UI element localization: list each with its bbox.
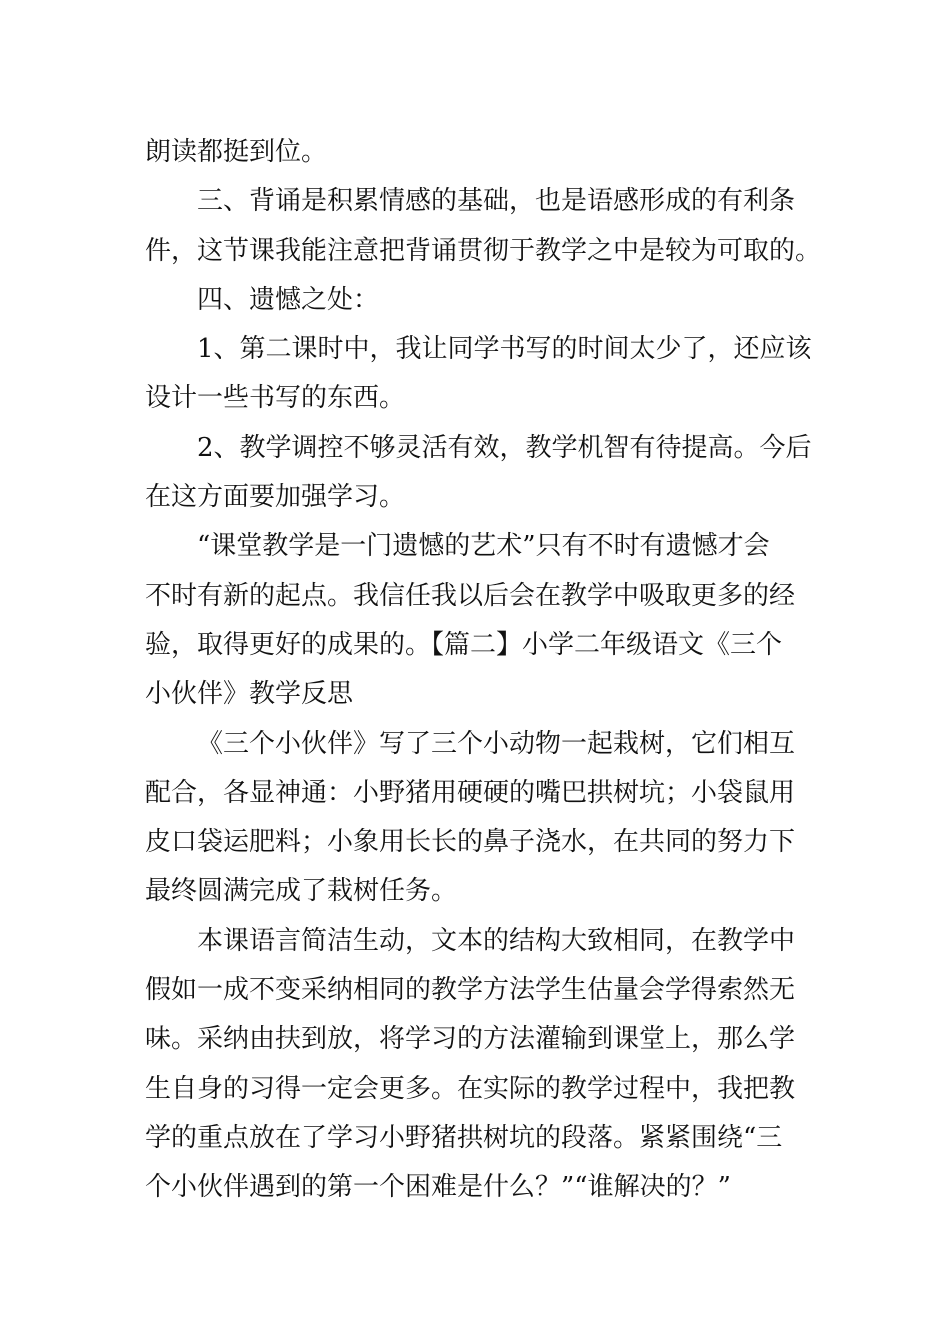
- text-line: 小伙伴》教学反思: [145, 679, 354, 710]
- text-line: 不时有新的起点。我信任我以后会在教学中吸取更多的经: [145, 580, 796, 611]
- text-line: 2、教学调控不够灵活有效，教学机智有待提高。今后: [197, 432, 812, 463]
- text-line: 四、遗憾之处：: [197, 284, 380, 315]
- text-line: 个小伙伴遇到的第一个困难是什么？”“谁解决的？”: [145, 1172, 731, 1203]
- text-line: 最终圆满完成了栽树任务。: [145, 876, 458, 907]
- text-line: 配合，各显神通：小野猪用硬硬的嘴巴拱树坑；小袋鼠用: [145, 777, 796, 808]
- body-text: [145, 128, 822, 1213]
- text-line: 味。采纳由扶到放，将学习的方法灌输到课堂上，那么学: [145, 1024, 796, 1055]
- text-line: 本课语言简洁生动，文本的结构大致相同，在教学中: [197, 925, 796, 956]
- text-line: 在这方面要加强学习。: [145, 482, 406, 513]
- text-line: 1、第二课时中，我让同学书写的时间太少了，还应该: [197, 334, 812, 365]
- text-line: “课堂教学是一门遗憾的艺术”只有不时有遗憾才会: [197, 531, 770, 562]
- text-line: 假如一成不变采纳相同的教学方法学生估量会学得索然无: [145, 975, 796, 1006]
- text-line: 验，取得更好的成果的。【篇二】小学二年级语文《三个: [145, 629, 783, 660]
- text-line: 件，这节课我能注意把背诵贯彻于教学之中是较为可取的。: [145, 235, 822, 266]
- text-line: 朗读都挺到位。: [145, 137, 328, 167]
- text-line: 皮口袋运肥料；小象用长长的鼻子浇水，在共同的努力下: [145, 827, 796, 858]
- text-line: 《三个小伙伴》写了三个小动物一起栽树，它们相互: [197, 728, 796, 759]
- text-line: 设计一些书写的东西。: [145, 383, 406, 414]
- text-line: 生自身的习得一定会更多。在实际的教学过程中，我把教: [145, 1073, 796, 1104]
- text-line: 三、背诵是积累情感的基础，也是语感形成的有利条: [197, 186, 796, 217]
- text-line: 学的重点放在了学习小野猪拱树坑的段落。紧紧围绕“三: [145, 1122, 783, 1153]
